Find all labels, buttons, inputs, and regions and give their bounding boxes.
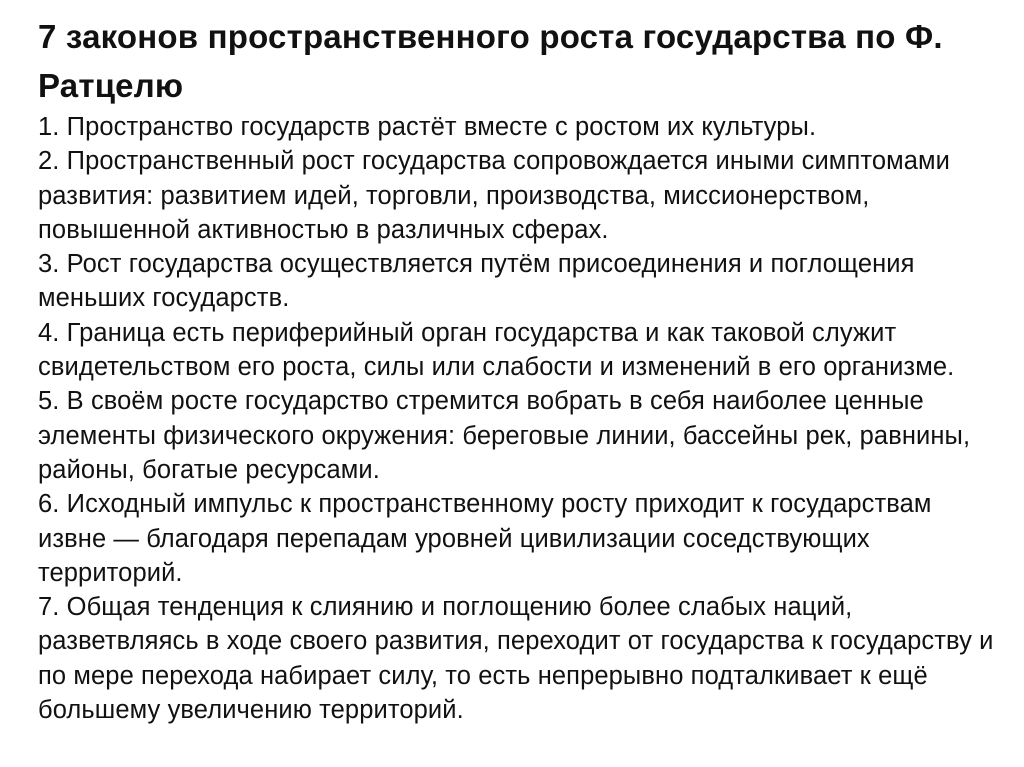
law-item-6: 6. Исходный импульс к пространственному росту приходит к государствам извне — благодаря перепадам уровней цивилизации соседствующих территорий. bbox=[38, 490, 932, 587]
laws-list bbox=[38, 110, 998, 727]
law-item-3: 3. Рост государства осуществляется путём присоединения и поглощения меньших государств. bbox=[38, 250, 915, 313]
law-item-1: 1. Пространство государств растёт вместе с ростом их культуры. bbox=[38, 113, 817, 141]
slide-content bbox=[38, 12, 998, 727]
law-item-4: 4. Граница есть периферийный орган государства и как таковой служит свидетельством его роста, силы или слабости и изменений в его организме. bbox=[38, 318, 955, 382]
law-item-2: 2. Пространственный рост государства сопровождается иными симптомами развития: развитием идей, торговли, производства, миссионерством, повышенной активностью в различных сферах. bbox=[38, 147, 951, 244]
law-item-7: 7. Общая тенденция к слиянию и поглощению более слабых наций, разветвляясь в ходе своего развития, переходит от государства к государству и по мере перехода набирает силу, то есть непрерывно подталкивает к ещё большему увеличению территорий. bbox=[38, 593, 994, 725]
slide-title: 7 законов пространственного роста государства по Ф. Ратцелю bbox=[38, 18, 943, 104]
law-item-5: 5. В своём росте государство стремится вобрать в себя наиболее ценные элементы физического окружения: береговые линии, бассейны рек, равнины, районы, богатые ресурсами. bbox=[38, 387, 971, 484]
